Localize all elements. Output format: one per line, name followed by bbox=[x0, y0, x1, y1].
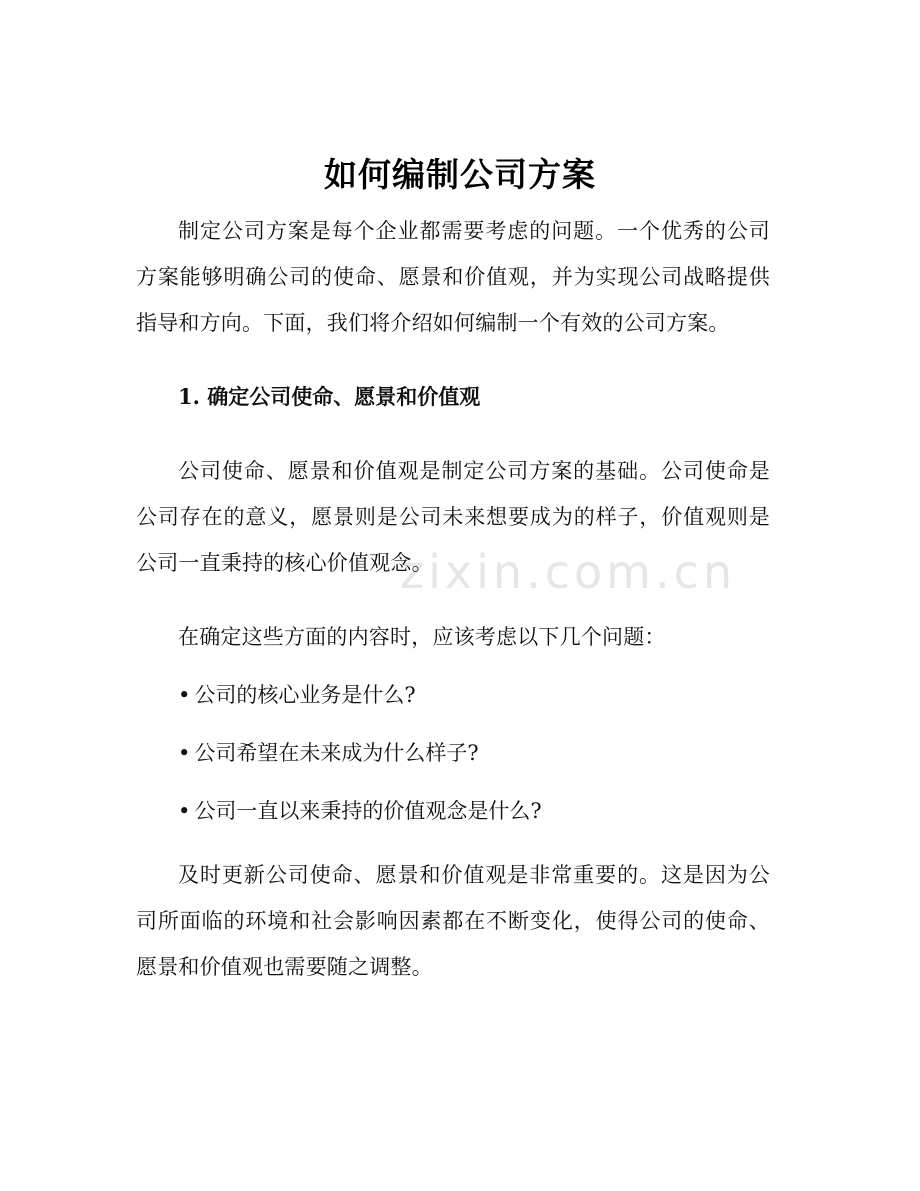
watermark: zixin.com.cn bbox=[400, 545, 737, 599]
bullet-icon: • bbox=[178, 741, 191, 765]
list-item-text: 公司一直以来秉持的价值观念是什么? bbox=[194, 799, 542, 823]
bullet-icon: • bbox=[178, 799, 191, 823]
list-item bbox=[136, 672, 770, 718]
document-title: 如何编制公司方案 bbox=[324, 155, 596, 194]
list-item bbox=[136, 730, 770, 776]
list-item bbox=[136, 788, 770, 834]
section-paragraph-1: 公司使命、愿景和价值观是制定公司方案的基础。公司使命是公司存在的意义，愿景则是公司未来想要成为的样子，价值观则是公司一直秉持的核心价值观念。 bbox=[136, 459, 770, 575]
document-body bbox=[136, 208, 770, 1018]
section-heading: 1. 确定公司使命、愿景和价值观 bbox=[178, 384, 481, 409]
intro-paragraph: 制定公司方案是每个企业都需要考虑的问题。一个优秀的公司方案能够明确公司的使命、愿景和价值观，并为实现公司战略提供指导和方向。下面，我们将介绍如何编制一个有效的公司方案。 bbox=[136, 219, 770, 335]
list-item-text: 公司希望在未来成为什么样子? bbox=[194, 741, 479, 765]
list-item-text: 公司的核心业务是什么? bbox=[194, 683, 416, 707]
section-paragraph-3: 及时更新公司使命、愿景和价值观是非常重要的。这是因为公司所面临的环境和社会影响因素都在不断变化，使得公司的使命、愿景和价值观也需要随之调整。 bbox=[136, 863, 770, 979]
bullet-icon: • bbox=[178, 683, 191, 707]
section-paragraph-2: 在确定这些方面的内容时，应该考虑以下几个问题： bbox=[178, 625, 666, 649]
